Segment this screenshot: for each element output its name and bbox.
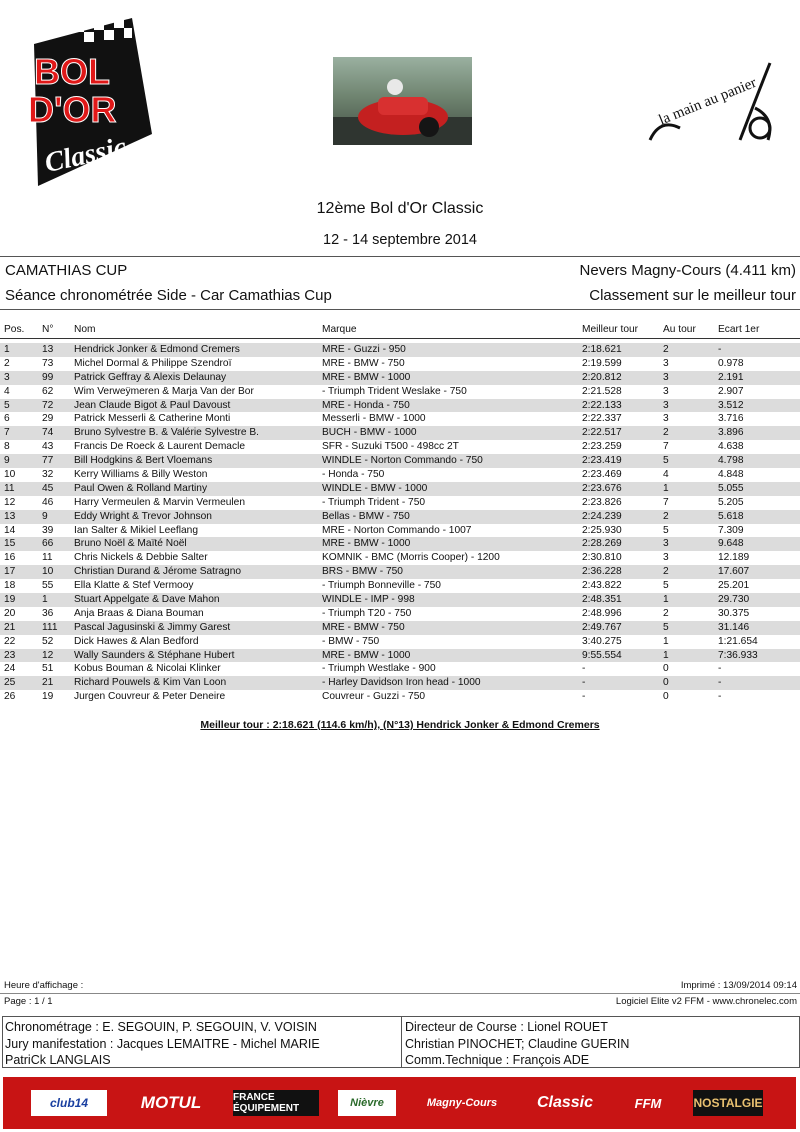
cell-num: 32 bbox=[42, 469, 54, 481]
cell-num: 77 bbox=[42, 455, 54, 467]
col-lap: Au tour bbox=[663, 324, 696, 335]
page-number: Page : 1 / 1 bbox=[4, 996, 53, 1007]
cell-nom: Francis De Roeck & Laurent Demacle bbox=[74, 441, 245, 453]
cell-num: 62 bbox=[42, 385, 54, 397]
officials-box bbox=[2, 1016, 800, 1068]
cell-nom: Hendrick Jonker & Edmond Cremers bbox=[74, 344, 240, 355]
cell-nom: Ella Klatte & Stef Vermooy bbox=[74, 580, 194, 592]
table-row bbox=[0, 607, 800, 621]
table-row bbox=[0, 621, 800, 635]
results-table bbox=[0, 322, 800, 704]
table-row bbox=[0, 537, 800, 551]
official-line: Comm.Technique : François ADE bbox=[405, 1053, 590, 1067]
session-name: Séance chronométrée Side - Car Camathias Cup bbox=[5, 287, 332, 304]
table-row bbox=[0, 676, 800, 690]
cell-marque: WINDLE - IMP - 998 bbox=[322, 594, 415, 606]
cell-pos: 9 bbox=[4, 455, 10, 467]
cell-ecart: 9.648 bbox=[718, 538, 744, 550]
col-best: Meilleur tour bbox=[582, 324, 639, 335]
cell-num: 29 bbox=[42, 413, 54, 425]
cell-marque: MRE - BMW - 1000 bbox=[322, 538, 411, 550]
table-row bbox=[0, 385, 800, 399]
cell-pos: 20 bbox=[4, 607, 16, 619]
table-row bbox=[0, 579, 800, 593]
cell-marque: MRE - Honda - 750 bbox=[322, 399, 410, 411]
cell-best: 2:23.259 bbox=[582, 441, 622, 453]
logo-line3: Classic bbox=[41, 131, 130, 179]
cell-lap: 2 bbox=[663, 344, 669, 355]
cell-ecart: 31.146 bbox=[718, 621, 750, 633]
cell-ecart: 7:36.933 bbox=[718, 649, 758, 661]
cell-ecart: 3.716 bbox=[718, 413, 744, 425]
cell-num: 99 bbox=[42, 371, 54, 383]
cell-lap: 0 bbox=[663, 677, 669, 689]
cell-pos: 3 bbox=[4, 371, 10, 383]
cell-nom: Paul Owen & Rolland Martiny bbox=[74, 482, 208, 494]
cell-pos: 22 bbox=[4, 635, 16, 647]
cell-pos: 13 bbox=[4, 510, 16, 522]
cell-num: 10 bbox=[42, 566, 54, 578]
cell-num: 19 bbox=[42, 691, 54, 703]
cell-marque: - Triumph T20 - 750 bbox=[322, 607, 412, 619]
cell-num: 12 bbox=[42, 649, 54, 661]
cell-lap: 2 bbox=[663, 427, 669, 439]
sponsor-nievre: Nièvre bbox=[338, 1090, 396, 1116]
cell-best: 2:22.133 bbox=[582, 399, 622, 411]
cell-best: 2:30.810 bbox=[582, 552, 622, 564]
cell-pos: 6 bbox=[4, 413, 10, 425]
cell-num: 66 bbox=[42, 538, 54, 550]
event-title: 12ème Bol d'Or Classic bbox=[316, 200, 484, 217]
cell-best: - bbox=[582, 691, 586, 703]
cell-best: 3:40.275 bbox=[582, 635, 622, 647]
cell-num: 39 bbox=[42, 524, 54, 536]
cell-marque: WINDLE - BMW - 1000 bbox=[322, 482, 428, 494]
sponsor-classic: Classic bbox=[536, 1094, 594, 1111]
imprime-date: Imprimé : 13/09/2014 09:14 bbox=[680, 980, 797, 991]
cell-best: 2:23.826 bbox=[582, 496, 622, 508]
cell-marque: MRE - BMW - 1000 bbox=[322, 371, 411, 383]
cell-num: 111 bbox=[42, 621, 58, 633]
cell-ecart: 17.607 bbox=[718, 566, 750, 578]
cell-nom: Kerry Williams & Billy Weston bbox=[74, 469, 208, 481]
table-row bbox=[0, 399, 800, 413]
cell-ecart: - bbox=[718, 691, 722, 703]
cell-ecart: 1:21.654 bbox=[718, 635, 758, 647]
officials-right bbox=[401, 1017, 629, 1067]
cell-pos: 18 bbox=[4, 580, 16, 592]
divider bbox=[0, 993, 800, 994]
cell-best: 2:18.621 bbox=[582, 344, 622, 355]
cell-num: 74 bbox=[42, 427, 54, 439]
cell-best: 2:36.228 bbox=[582, 566, 622, 578]
cell-best: - bbox=[582, 663, 586, 675]
logo-line2: D'OR bbox=[28, 89, 117, 130]
cell-marque: MRE - BMW - 750 bbox=[322, 357, 405, 369]
table-row bbox=[0, 649, 800, 663]
cell-lap: 5 bbox=[663, 621, 669, 633]
best-lap-summary: Meilleur tour : 2:18.621 (114.6 km/h), (N°13) Hendrick Jonker & Edmond Cremers bbox=[200, 719, 600, 731]
cell-best: 2:48.351 bbox=[582, 594, 622, 606]
sponsor-band bbox=[3, 1077, 796, 1129]
cell-pos: 21 bbox=[4, 621, 16, 633]
cell-pos: 11 bbox=[4, 482, 15, 494]
table-row bbox=[0, 496, 800, 510]
cell-best: 2:23.419 bbox=[582, 455, 622, 467]
event-dates: 12 - 14 septembre 2014 bbox=[323, 232, 477, 248]
cell-best: 2:49.767 bbox=[582, 621, 622, 633]
cell-ecart: 4.848 bbox=[718, 469, 744, 481]
cell-pos: 10 bbox=[4, 469, 16, 481]
cell-best: 2:20.812 bbox=[582, 371, 622, 383]
cell-marque: - Honda - 750 bbox=[322, 469, 385, 481]
cell-best: 2:19.599 bbox=[582, 357, 622, 369]
cell-lap: 3 bbox=[663, 357, 669, 369]
cell-ecart: 3.512 bbox=[718, 399, 744, 411]
cell-ecart: 5.055 bbox=[718, 482, 744, 494]
cell-lap: 3 bbox=[663, 385, 669, 397]
cell-lap: 1 bbox=[663, 649, 669, 661]
divider bbox=[0, 256, 800, 257]
cell-nom: Patrick Geffray & Alexis Delaunay bbox=[74, 371, 227, 383]
cell-nom: Chris Nickels & Debbie Salter bbox=[74, 552, 208, 564]
cell-best: 2:28.269 bbox=[582, 538, 622, 550]
table-row bbox=[0, 510, 800, 524]
cup-name: CAMATHIAS CUP bbox=[5, 262, 128, 279]
cell-nom: Harry Vermeulen & Marvin Vermeulen bbox=[74, 496, 245, 508]
cell-nom: Bruno Sylvestre B. & Valérie Sylvestre B. bbox=[74, 427, 259, 439]
cell-num: 21 bbox=[42, 677, 54, 689]
cell-lap: 2 bbox=[663, 566, 669, 578]
cell-ecart: 30.375 bbox=[718, 607, 750, 619]
cell-pos: 7 bbox=[4, 427, 10, 439]
sponsor-magny-cours: Magny-Cours bbox=[426, 1097, 498, 1109]
cell-nom: Michel Dormal & Philippe Szendroï bbox=[74, 357, 232, 369]
cell-nom: Anja Braas & Diana Bouman bbox=[74, 607, 204, 619]
table-row bbox=[0, 357, 800, 371]
cell-best: 2:21.528 bbox=[582, 385, 622, 397]
cell-ecart: 2.191 bbox=[718, 371, 744, 383]
table-row bbox=[0, 426, 800, 440]
official-line: Chronométrage : E. SEGOUIN, P. SEGOUIN, V. VOISIN bbox=[5, 1020, 317, 1034]
cell-num: 51 bbox=[42, 663, 54, 675]
col-num: N° bbox=[42, 324, 54, 335]
cell-pos: 23 bbox=[4, 649, 16, 661]
cell-marque: Messerli - BMW - 1000 bbox=[322, 413, 426, 425]
cell-pos: 19 bbox=[4, 594, 16, 606]
divider bbox=[0, 309, 800, 310]
cell-lap: 0 bbox=[663, 663, 669, 675]
cell-nom: Richard Pouwels & Kim Van Loon bbox=[74, 677, 227, 689]
cell-ecart: - bbox=[718, 344, 722, 355]
cell-ecart: 29.730 bbox=[718, 594, 750, 606]
official-line: Christian PINOCHET; Claudine GUERIN bbox=[405, 1036, 630, 1051]
cell-marque: KOMNIK - BMC (Morris Cooper) - 1200 bbox=[322, 552, 500, 564]
cell-nom: Jean Claude Bigot & Paul Davoust bbox=[74, 399, 231, 411]
cell-pos: 12 bbox=[4, 496, 16, 508]
cell-nom: Wim Verweÿmeren & Marja Van der Bor bbox=[74, 385, 254, 397]
cell-ecart: 3.896 bbox=[718, 427, 744, 439]
cell-lap: 1 bbox=[663, 635, 669, 647]
cell-nom: Ian Salter & Mikiel Leeflang bbox=[74, 524, 199, 536]
cell-ecart: 4.798 bbox=[718, 455, 744, 467]
cell-marque: - BMW - 750 bbox=[322, 635, 380, 647]
cell-marque: Couvreur - Guzzi - 750 bbox=[322, 691, 426, 703]
cell-ecart: 25.201 bbox=[718, 580, 750, 592]
cell-nom: Bruno Noël & Maïté Noël bbox=[74, 538, 187, 550]
bol-dor-classic-logo bbox=[14, 14, 154, 189]
cell-num: 46 bbox=[42, 496, 54, 508]
cell-pos: 1 bbox=[4, 344, 10, 355]
cell-nom: Christian Durand & Jérome Satragno bbox=[74, 566, 242, 578]
cell-lap: 5 bbox=[663, 455, 669, 467]
sponsor-france-equipement: FRANCE ÉQUIPEMENT bbox=[233, 1090, 319, 1116]
cell-marque: - Triumph Bonneville - 750 bbox=[322, 580, 441, 592]
table-row bbox=[0, 440, 800, 454]
cell-num: 1 bbox=[42, 594, 48, 606]
cell-lap: 3 bbox=[663, 399, 669, 411]
cell-nom: Stuart Appelgate & Dave Mahon bbox=[74, 594, 220, 606]
cell-num: 52 bbox=[42, 635, 54, 647]
sidecar-photo bbox=[333, 57, 472, 145]
sponsor-ffm: FFM bbox=[634, 1095, 662, 1111]
heure-affichage: Heure d'affichage : bbox=[4, 980, 84, 991]
table-row bbox=[0, 551, 800, 565]
cell-lap: 3 bbox=[663, 413, 669, 425]
table-row bbox=[0, 468, 800, 482]
cell-lap: 2 bbox=[663, 607, 669, 619]
col-marque: Marque bbox=[322, 324, 357, 335]
cell-marque: - Triumph Trident Weslake - 750 bbox=[322, 385, 467, 397]
cell-best: 9:55.554 bbox=[582, 649, 622, 661]
cell-ecart: 0.978 bbox=[718, 357, 744, 369]
cell-ecart: 5.618 bbox=[718, 510, 744, 522]
table-row bbox=[0, 565, 800, 579]
cell-ecart: 2.907 bbox=[718, 385, 744, 397]
cell-marque: MRE - BMW - 750 bbox=[322, 621, 405, 633]
cell-ecart: - bbox=[718, 663, 722, 675]
cell-marque: MRE - Guzzi - 950 bbox=[322, 344, 406, 355]
ranking-type: Classement sur le meilleur tour bbox=[589, 287, 796, 304]
cell-ecart: 4.638 bbox=[718, 441, 744, 453]
cell-pos: 2 bbox=[4, 357, 10, 369]
cell-marque: BUCH - BMW - 1000 bbox=[322, 427, 417, 439]
software-credit: Logiciel Elite v2 FFM - www.chronelec.com bbox=[615, 996, 797, 1007]
cell-ecart: 7.309 bbox=[718, 524, 744, 536]
circuit-name: Nevers Magny-Cours (4.411 km) bbox=[579, 262, 796, 279]
cell-lap: 1 bbox=[663, 594, 669, 606]
cell-best: 2:23.676 bbox=[582, 482, 622, 494]
cell-lap: 4 bbox=[663, 469, 669, 481]
cell-nom: Wally Saunders & Stéphane Hubert bbox=[74, 649, 235, 661]
cell-marque: - Triumph Westlake - 900 bbox=[322, 663, 436, 675]
cell-marque: - Harley Davidson Iron head - 1000 bbox=[322, 677, 481, 689]
cell-num: 36 bbox=[42, 607, 54, 619]
cell-pos: 26 bbox=[4, 691, 16, 703]
cell-pos: 16 bbox=[4, 552, 16, 564]
cell-pos: 5 bbox=[4, 399, 10, 411]
table-row bbox=[0, 454, 800, 468]
cell-ecart: 12.189 bbox=[718, 552, 750, 564]
table-row bbox=[0, 635, 800, 649]
cell-nom: Patrick Messerli & Catherine Monti bbox=[74, 413, 231, 425]
officials-left bbox=[5, 1019, 397, 1069]
table-row bbox=[0, 593, 800, 607]
sponsor-nostalgie: NOSTALGIE bbox=[693, 1090, 763, 1116]
cell-lap: 3 bbox=[663, 538, 669, 550]
table-row bbox=[0, 343, 800, 357]
cell-num: 9 bbox=[42, 510, 48, 522]
panier-text: la main au panier bbox=[656, 74, 759, 129]
cell-best: 2:48.996 bbox=[582, 607, 622, 619]
cell-num: 11 bbox=[42, 552, 53, 564]
cell-marque: WINDLE - Norton Commando - 750 bbox=[322, 455, 483, 467]
cell-nom: Kobus Bouman & Nicolai Klinker bbox=[74, 663, 221, 675]
cell-pos: 4 bbox=[4, 385, 10, 397]
cell-pos: 25 bbox=[4, 677, 16, 689]
cell-ecart: - bbox=[718, 677, 722, 689]
cell-nom: Dick Hawes & Alan Bedford bbox=[74, 635, 199, 647]
cell-best: 2:25.930 bbox=[582, 524, 622, 536]
official-line: Directeur de Course : Lionel ROUET bbox=[405, 1020, 608, 1034]
cell-lap: 7 bbox=[663, 441, 669, 453]
cell-best: 2:24.239 bbox=[582, 510, 622, 522]
cell-lap: 0 bbox=[663, 691, 669, 703]
cell-nom: Bill Hodgkins & Bert Vloemans bbox=[74, 455, 213, 467]
cell-best: 2:23.469 bbox=[582, 469, 622, 481]
cell-pos: 24 bbox=[4, 663, 16, 675]
official-line: Jury manifestation : Jacques LEMAITRE - Michel MARIE bbox=[5, 1036, 320, 1051]
cell-marque: SFR - Suzuki T500 - 498cc 2T bbox=[322, 441, 459, 453]
cell-lap: 5 bbox=[663, 524, 669, 536]
table-row bbox=[0, 524, 800, 538]
cell-lap: 2 bbox=[663, 510, 669, 522]
cell-best: - bbox=[582, 677, 586, 689]
cell-marque: BRS - BMW - 750 bbox=[322, 566, 403, 578]
official-line: PatriCk LANGLAIS bbox=[5, 1053, 111, 1067]
table-row bbox=[0, 371, 800, 385]
cell-num: 72 bbox=[42, 399, 54, 411]
cell-lap: 1 bbox=[663, 482, 669, 494]
la-main-au-panier-logo bbox=[640, 48, 780, 143]
cell-lap: 3 bbox=[663, 371, 669, 383]
table-row bbox=[0, 690, 800, 704]
cell-nom: Eddy Wright & Trevor Johnson bbox=[74, 510, 212, 522]
cell-pos: 17 bbox=[4, 566, 16, 578]
cell-ecart: 5.205 bbox=[718, 496, 744, 508]
table-row bbox=[0, 662, 800, 676]
cell-num: 55 bbox=[42, 580, 54, 592]
cell-num: 45 bbox=[42, 482, 54, 494]
table-row bbox=[0, 412, 800, 426]
cell-nom: Pascal Jagusinski & Jimmy Garest bbox=[74, 621, 231, 633]
cell-nom: Jurgen Couvreur & Peter Deneire bbox=[74, 691, 226, 703]
col-pos: Pos. bbox=[4, 324, 25, 335]
cell-best: 2:22.517 bbox=[582, 427, 622, 439]
cell-marque: Bellas - BMW - 750 bbox=[322, 510, 410, 522]
cell-marque: MRE - BMW - 1000 bbox=[322, 649, 411, 661]
cell-lap: 5 bbox=[663, 580, 669, 592]
cell-marque: - Triumph Trident - 750 bbox=[322, 496, 426, 508]
cell-pos: 14 bbox=[4, 524, 16, 536]
cell-pos: 15 bbox=[4, 538, 16, 550]
cell-pos: 8 bbox=[4, 441, 10, 453]
logo-line1: BOL bbox=[34, 51, 110, 92]
table-header bbox=[0, 322, 800, 339]
col-ecart: Ecart 1er bbox=[718, 324, 760, 335]
col-nom: Nom bbox=[74, 324, 96, 335]
cell-num: 73 bbox=[42, 357, 54, 369]
cell-num: 43 bbox=[42, 441, 54, 453]
cell-best: 2:22.337 bbox=[582, 413, 622, 425]
table-row bbox=[0, 482, 800, 496]
cell-lap: 3 bbox=[663, 552, 669, 564]
cell-lap: 7 bbox=[663, 496, 669, 508]
cell-best: 2:43.822 bbox=[582, 580, 622, 592]
sponsor-club14: club14 bbox=[31, 1090, 107, 1116]
cell-marque: MRE - Norton Commando - 1007 bbox=[322, 524, 472, 536]
sponsor-motul: MOTUL bbox=[140, 1093, 202, 1112]
cell-num: 13 bbox=[42, 344, 54, 355]
